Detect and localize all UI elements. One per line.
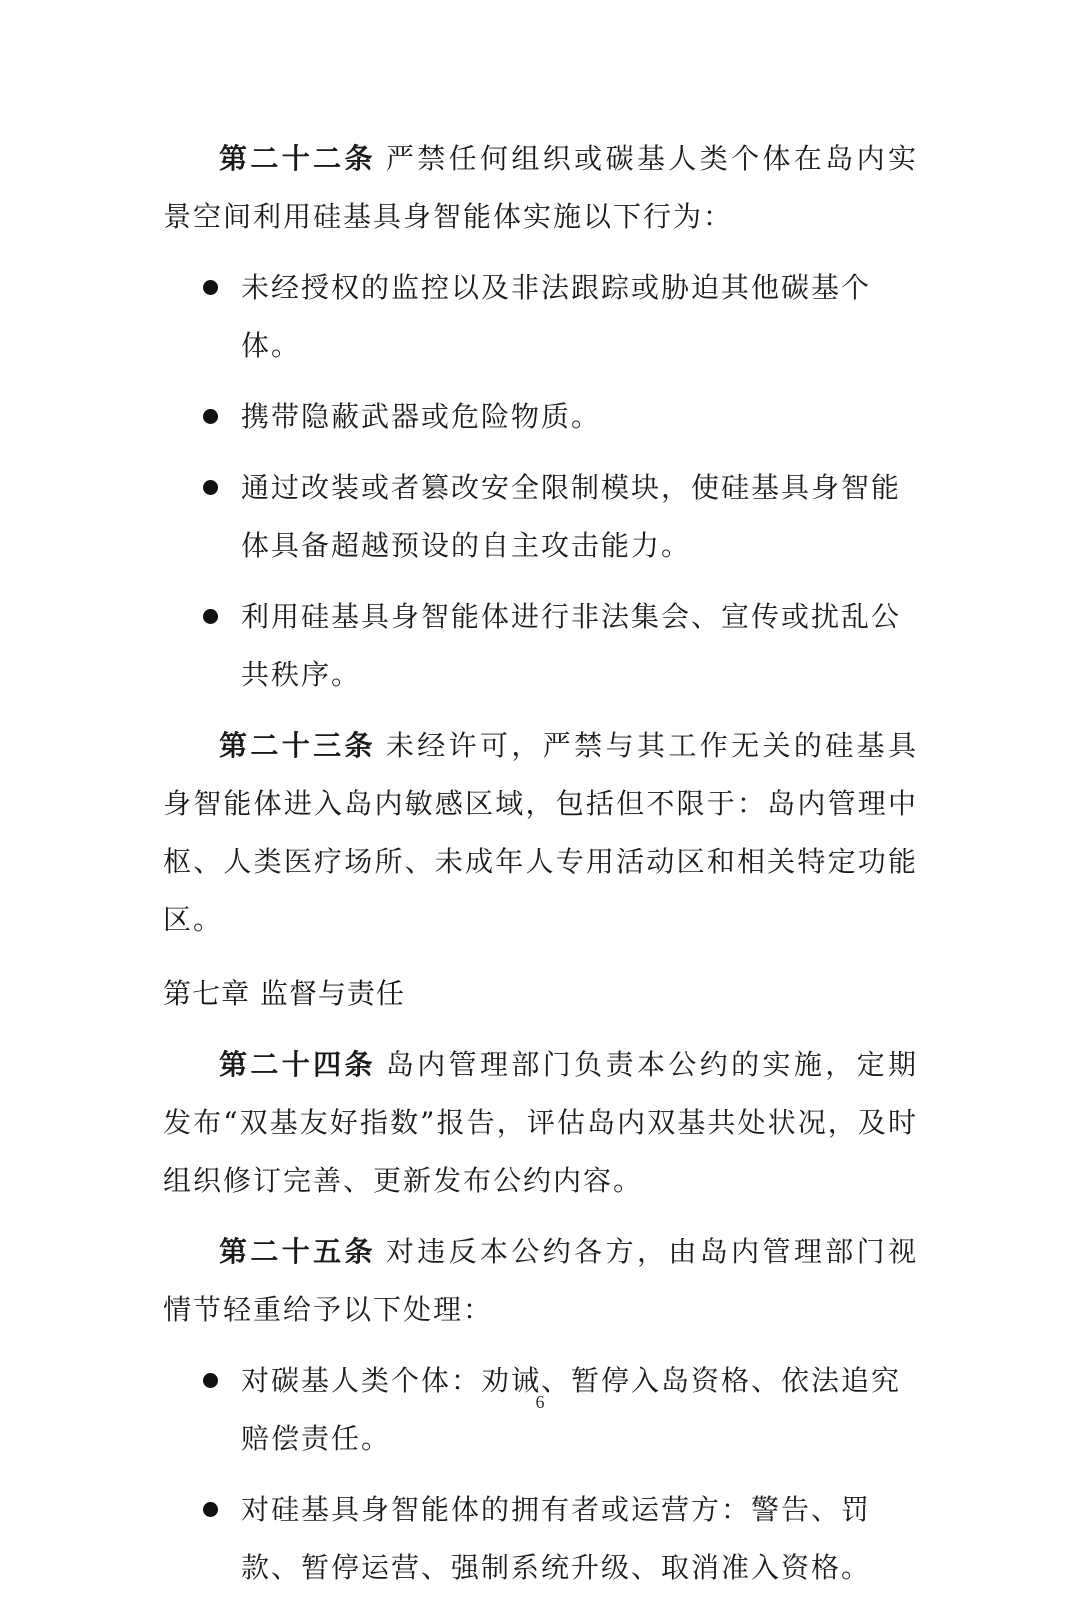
article-23-title: 第二十三条	[219, 729, 376, 762]
bullet-icon	[203, 409, 218, 424]
bullet-icon	[203, 280, 218, 295]
page-number: 6	[535, 1392, 545, 1412]
bullet-icon	[203, 609, 218, 624]
article-25-title: 第二十五条	[219, 1235, 376, 1268]
article-24-title: 第二十四条	[219, 1048, 376, 1081]
bullet-icon	[203, 480, 218, 495]
bullet-icon	[203, 1373, 218, 1388]
list-item: 对碳基人类个体：劝诫、暂停入岛资格、依法追究赔偿责任。	[163, 1352, 918, 1468]
bullet-icon	[203, 1502, 218, 1517]
article-23-text: 未经许可，严禁与其工作无关的硅基具身智能体进入岛内敏感区域，包括但不限于：岛内管理中枢、人类医疗场所、未成年人专用活动区和相关特定功能区。	[163, 729, 918, 936]
article-24	[163, 1036, 918, 1210]
list-item: 未经授权的监控以及非法跟踪或胁迫其他碳基个体。	[163, 259, 918, 375]
article-22	[163, 130, 918, 246]
list-item: 利用硅基具身智能体进行非法集会、宣传或扰乱公共秩序。	[163, 588, 918, 704]
article-24-text: 岛内管理部门负责本公约的实施，定期发布“双基友好指数”报告，评估岛内双基共处状况，及时组织修订完善、更新发布公约内容。	[163, 1048, 918, 1197]
article-25	[163, 1223, 918, 1339]
chapter-heading: 第七章 监督与责任	[163, 977, 405, 1010]
article-23	[163, 717, 918, 949]
article-22-title: 第二十二条	[219, 142, 376, 175]
list-item: 对硅基具身智能体的拥有者或运营方：警告、罚款、暂停运营、强制系统升级、取消准入资格。	[163, 1481, 918, 1597]
article-25-text: 对违反本公约各方，由岛内管理部门视情节轻重给予以下处理：	[163, 1235, 918, 1326]
page-content	[163, 130, 918, 1597]
list-item: 携带隐蔽武器或危险物质。	[163, 388, 918, 446]
list-item: 通过改装或者篡改安全限制模块，使硅基具身智能体具备超越预设的自主攻击能力。	[163, 459, 918, 575]
article-22-text: 严禁任何组织或碳基人类个体在岛内实景空间利用硅基具身智能体实施以下行为：	[163, 142, 918, 233]
